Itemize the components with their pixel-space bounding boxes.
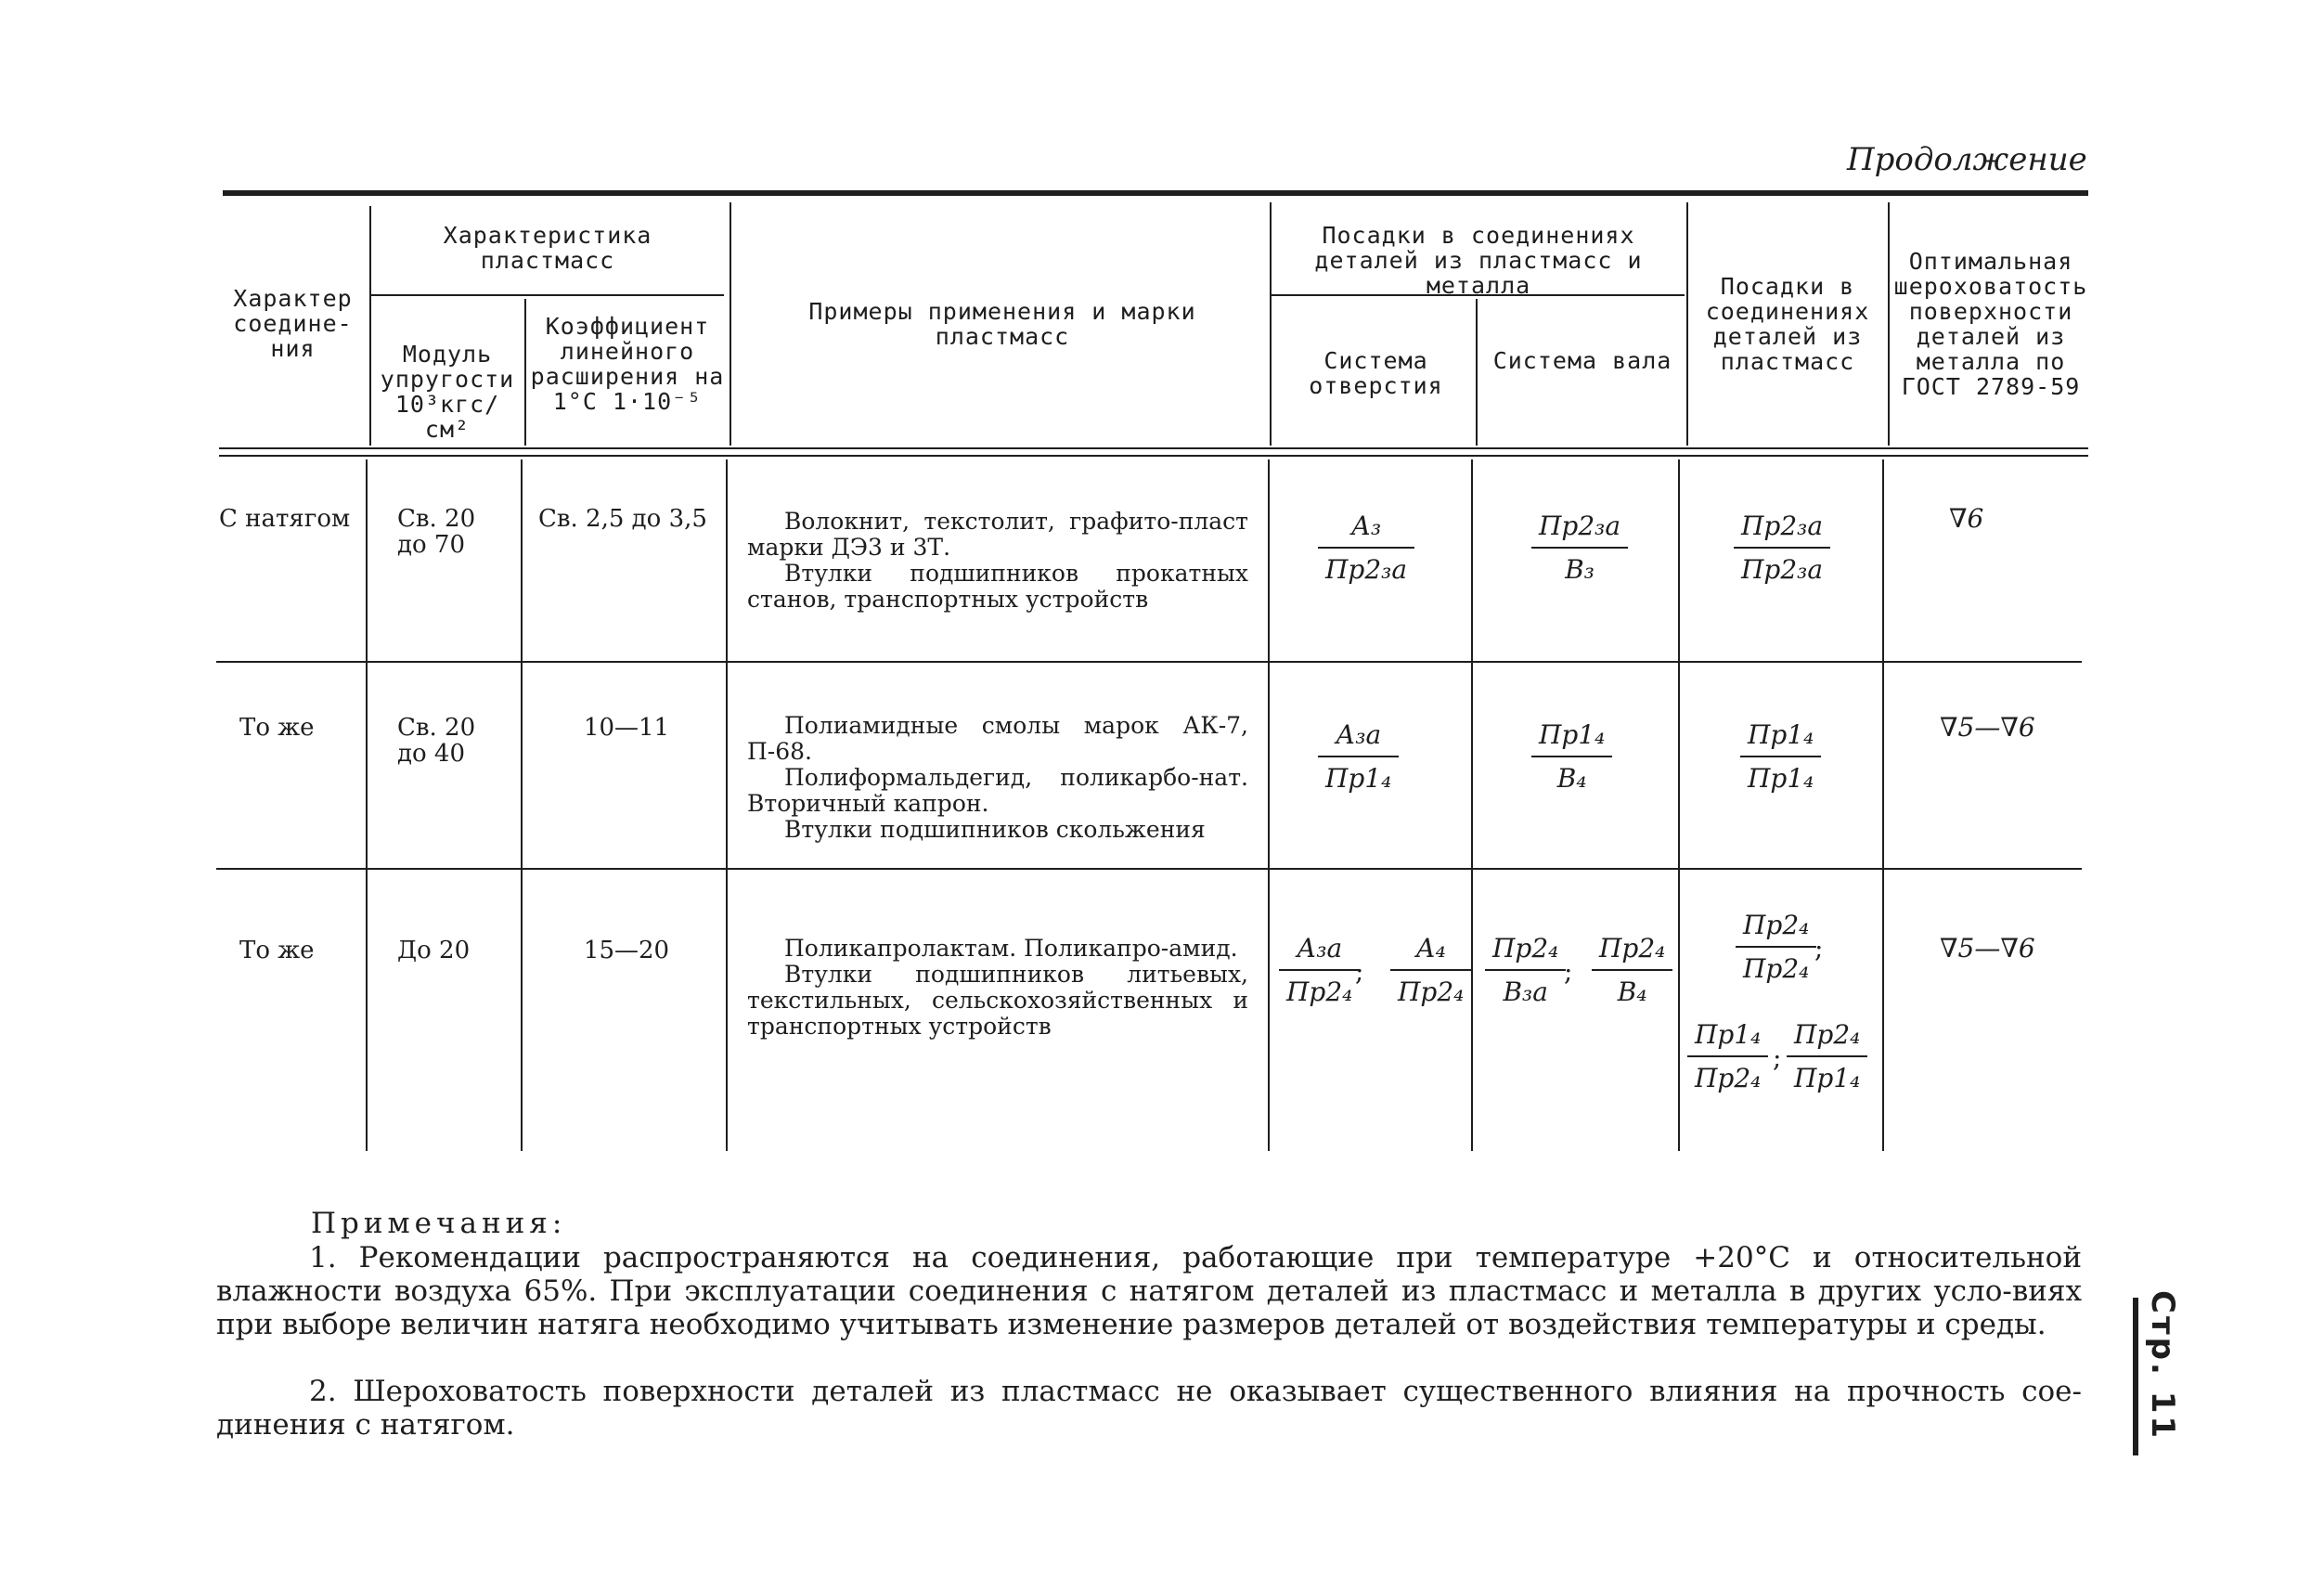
row2-shaft-den: В₄	[1556, 763, 1587, 794]
row3-plastic-num-1: Пр2₄	[1743, 910, 1810, 940]
row2-plastic-num: Пр1₄	[1748, 719, 1814, 750]
page-number-label: Стр. 11	[2144, 1290, 2181, 1442]
header-double-rule-2	[219, 455, 2088, 457]
row1-plastic-num: Пр2₃а	[1741, 511, 1824, 541]
row2-example-2: Полиформальдегид, поликарбо-нат. Вторичный капрон.	[747, 764, 1248, 817]
note-1: 1. Рекомендации распространяются на соединения, работающие при температуре +20°С и относительной влажности воздуха 65%. При эксплуатации соединения с натягом деталей из пластмасс и металла в других усло-виях при выборе величин натяга необходимо учитывать изменение размеров деталей от воздействия температуры и среды.	[216, 1241, 2082, 1341]
row2-example-1: Полиамидные смолы марок АК-7, П-68.	[747, 712, 1248, 765]
table-top-rule	[223, 190, 2088, 196]
plastic-props-rule	[371, 294, 724, 296]
row2-modulus: Св. 20 до 40	[397, 714, 476, 768]
row2-shaft-fit	[1531, 719, 1612, 794]
row3-coef: 15—20	[583, 937, 670, 964]
header-roughness: Оптимальная шероховатость поверхности деталей из металла по ГОСТ 2789-59	[1893, 248, 2088, 400]
row1-roughness: ∇6	[1949, 503, 1984, 534]
v-line-4	[1270, 202, 1272, 446]
row3-shaft-num-1: Пр2₄	[1492, 933, 1559, 964]
side-rule	[2133, 1298, 2138, 1455]
v-body-2	[521, 459, 523, 1151]
row3-shaft-num-2: Пр2₄	[1599, 933, 1666, 964]
row1-shaft-fit	[1531, 511, 1628, 585]
header-plastic-props: Характеристика пластмасс	[443, 222, 652, 274]
note-2: 2. Шероховатость поверхности деталей из пластмасс не оказывает существенного влияния на прочность сое-динения с натягом.	[216, 1375, 2082, 1442]
row2-conn: То же	[239, 714, 315, 742]
row3-hole-fit-2	[1390, 933, 1471, 1007]
row2-plastic-fit	[1740, 719, 1821, 794]
row3-hole-num-2: А₄	[1415, 933, 1446, 964]
row3-examples	[747, 936, 1248, 1040]
row3-hole-fit-1	[1279, 933, 1360, 1007]
v-line-7	[1888, 202, 1890, 446]
row3-hole-num-1: А₃а	[1297, 933, 1343, 964]
row3-plastic-fit-3	[1787, 1019, 1867, 1093]
header-hole-system: Система отверстия	[1309, 347, 1443, 399]
row3-hole-den-1: Пр2₄	[1286, 977, 1353, 1007]
row2-hole-fit	[1318, 719, 1399, 794]
row3-plastic-num-3: Пр2₄	[1794, 1019, 1861, 1050]
row1-shaft-num: Пр2₃а	[1539, 511, 1621, 541]
row1-coef: Св. 2,5 до 3,5	[538, 505, 707, 533]
row3-conn: То же	[239, 937, 315, 964]
header-coef: Коэффициент линейного расширения на 1°С 1·10⁻⁵	[530, 313, 725, 415]
row3-modulus: До 20	[397, 937, 471, 964]
separator: ;	[1564, 956, 1573, 987]
row3-shaft-fit-2	[1592, 933, 1672, 1007]
separator: ;	[1773, 1042, 1782, 1073]
row2-coef: 10—11	[583, 714, 670, 742]
row2-roughness: ∇5—∇6	[1940, 712, 2035, 743]
v-body-4	[1268, 459, 1270, 1151]
header-char-conn: Характер соедине-ния	[233, 285, 353, 362]
header-fits-mixed: Посадки в соединениях деталей из пластмасс и металла	[1314, 222, 1643, 299]
row3-roughness: ∇5—∇6	[1940, 933, 2035, 964]
row1-hole-fit	[1318, 511, 1414, 585]
row1-example-2: Втулки подшипников прокатных станов, транспортных устройств	[747, 560, 1248, 613]
row3-plastic-fit-1	[1736, 910, 1816, 984]
v-line-3	[729, 202, 731, 446]
row3-plastic-den-3: Пр1₄	[1794, 1063, 1861, 1093]
header-examples: Примеры применения и марки пластмасс	[808, 298, 1196, 350]
row3-shaft-fit-1	[1485, 933, 1566, 1007]
v-line-6	[1686, 202, 1688, 446]
row3-example-2: Втулки подшипников литьевых, текстильных, сельскохозяйственных и транспортных устройств	[747, 961, 1248, 1040]
row1-conn: С натягом	[219, 505, 351, 533]
row1-example-1: Волокнит, текстолит, графито-пласт марки ДЭ3 и 3Т.	[747, 508, 1248, 561]
row-separator-2	[216, 868, 2082, 870]
notes-title: Примечания:	[311, 1207, 567, 1240]
row2-examples	[747, 713, 1248, 843]
v-body-1	[366, 459, 368, 1151]
row2-example-3: Втулки подшипников скольжения	[784, 816, 1206, 843]
row3-example-1: Поликапролактам. Поликапро-амид.	[784, 935, 1238, 962]
row2-plastic-den: Пр1₄	[1748, 763, 1814, 794]
v-line-2	[524, 299, 526, 446]
v-body-6	[1678, 459, 1680, 1151]
row3-plastic-den-2: Пр2₄	[1695, 1063, 1762, 1093]
v-line-1	[369, 206, 371, 446]
separator: ;	[1814, 933, 1824, 964]
row1-examples	[747, 509, 1248, 613]
row3-shaft-den-2: В₄	[1617, 977, 1647, 1007]
row3-plastic-den-1: Пр2₄	[1743, 953, 1810, 984]
header-modulus: Модуль упругости 10³кгс/см²	[380, 341, 515, 443]
row3-plastic-fit-2	[1687, 1019, 1768, 1093]
v-body-3	[726, 459, 728, 1151]
header-shaft-system: Система вала	[1492, 347, 1672, 374]
row1-shaft-den: В₃	[1565, 554, 1595, 585]
row3-shaft-den-1: В₃а	[1503, 977, 1548, 1007]
continuation-label: Продолжение	[1847, 141, 2087, 178]
row1-plastic-den: Пр2₃а	[1741, 554, 1824, 585]
row1-hole-num: А₃	[1350, 511, 1382, 541]
header-double-rule-1	[219, 447, 2088, 449]
row-separator-1	[216, 661, 2082, 663]
row2-hole-den: Пр1₄	[1325, 763, 1392, 794]
v-body-7	[1882, 459, 1884, 1151]
row1-modulus: Св. 20 до 70	[397, 505, 476, 559]
row3-hole-den-2: Пр2₄	[1398, 977, 1465, 1007]
row2-shaft-num: Пр1₄	[1539, 719, 1606, 750]
row3-plastic-num-2: Пр1₄	[1695, 1019, 1762, 1050]
separator: ;	[1355, 956, 1364, 987]
v-body-5	[1471, 459, 1473, 1151]
row1-hole-den: Пр2₃а	[1325, 554, 1408, 585]
header-fits-plastic: Посадки в соединениях деталей из пластмасс	[1705, 273, 1870, 375]
row2-hole-num: А₃а	[1336, 719, 1382, 750]
row1-plastic-fit	[1734, 511, 1830, 585]
v-line-5	[1476, 299, 1478, 446]
